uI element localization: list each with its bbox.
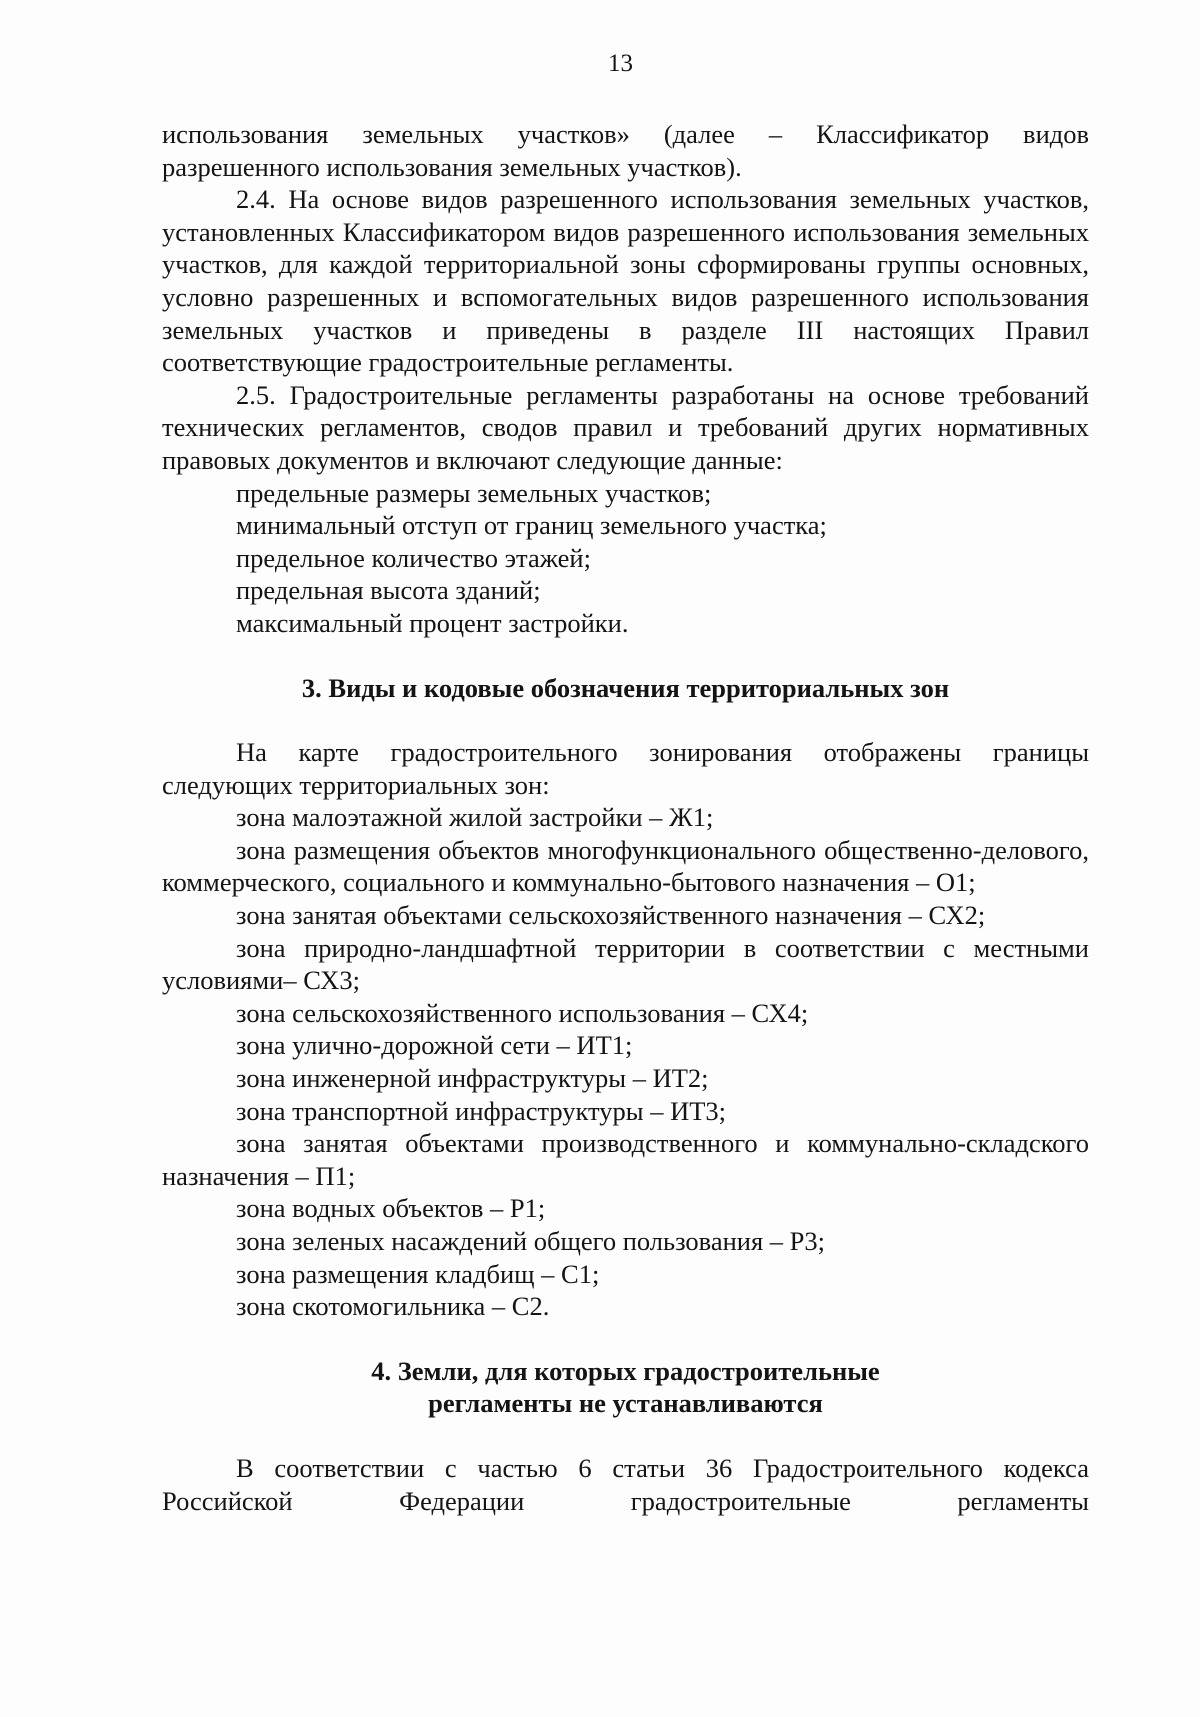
list-item: зона улично-дорожной сети – ИТ1; <box>236 1030 633 1061</box>
list-item: зона природно-ландшафтной территории в соответствии с местными условиями– СХ3; <box>162 932 1089 996</box>
list-item: зона размещения объектов многофункционального общественно-делового, коммерческого, социального и коммунально-бытового назначения – О1; <box>162 834 1089 898</box>
zone-list <box>162 801 1089 1323</box>
section-3-heading: 3. Виды и кодовые обозначения территориальных зон <box>301 672 950 703</box>
list-item: зона скотомогильника – С2. <box>236 1291 550 1322</box>
paragraph-continuation: использования земельных участков» (далее – Классификатор видов разрешенного использования земельных участков). <box>162 119 1089 182</box>
section-4-paragraph: В соответствии с частью 6 статьи 36 Градостроительного кодекса Российской Федерации градостроительные регламенты <box>162 1452 1089 1516</box>
list-item: минимальный отступ от границ земельного участка; <box>236 510 827 541</box>
paragraph-2-4: 2.4. На основе видов разрешенного использования земельных участков, установленных Классификатором видов разрешенного использования земельных участков, для каждой территориальной зоны сформированы группы основных, условно разрешенных и вспомогательных видов разрешенного использования земельных участков и приведены в разделе III настоящих Правил соответствующие градостроительные регламенты. <box>162 184 1089 378</box>
list-item: максимальный процент застройки. <box>236 607 629 638</box>
section-3-intro: На карте градостроительного зонирования отображены границы следующих территориальных зон: <box>162 737 1089 800</box>
list-item: зона транспортной инфраструктуры – ИТ3; <box>236 1095 727 1126</box>
document-body <box>162 118 1089 1517</box>
section-4-heading-line-2: регламенты не устанавливаются <box>428 1388 823 1419</box>
section-4-heading-line-1: 4. Земли, для которых градостроительные <box>371 1355 880 1386</box>
list-item: зона занятая объектами производственного и коммунально-складского назначения – П1; <box>162 1128 1089 1191</box>
list-item: зона размещения кладбищ – С1; <box>236 1258 600 1289</box>
list-item: зона сельскохозяйственного использования – СХ4; <box>236 997 809 1028</box>
list-item: предельные размеры земельных участков; <box>236 477 712 508</box>
paragraph-2-5: 2.5. Градостроительные регламенты разработаны на основе требований технических регламентов, сводов правил и требований других нормативных правовых документов и включают следующие данные: <box>162 379 1089 475</box>
list-item: зона инженерной инфраструктуры – ИТ2; <box>236 1063 709 1094</box>
list-item: зона малоэтажной жилой застройки – Ж1; <box>236 802 714 833</box>
page-number: 13 <box>608 50 633 77</box>
list-item: предельное количество этажей; <box>236 542 591 573</box>
list-item: предельная высота зданий; <box>236 575 541 606</box>
section-4-heading <box>162 1355 1089 1420</box>
list-item: зона водных объектов – Р1; <box>236 1193 546 1224</box>
list-item: зона зеленых насаждений общего пользования – Р3; <box>236 1226 825 1256</box>
regulation-list <box>162 477 1089 640</box>
list-item: зона занятая объектами сельскохозяйственного назначения – СХ2; <box>236 900 986 931</box>
